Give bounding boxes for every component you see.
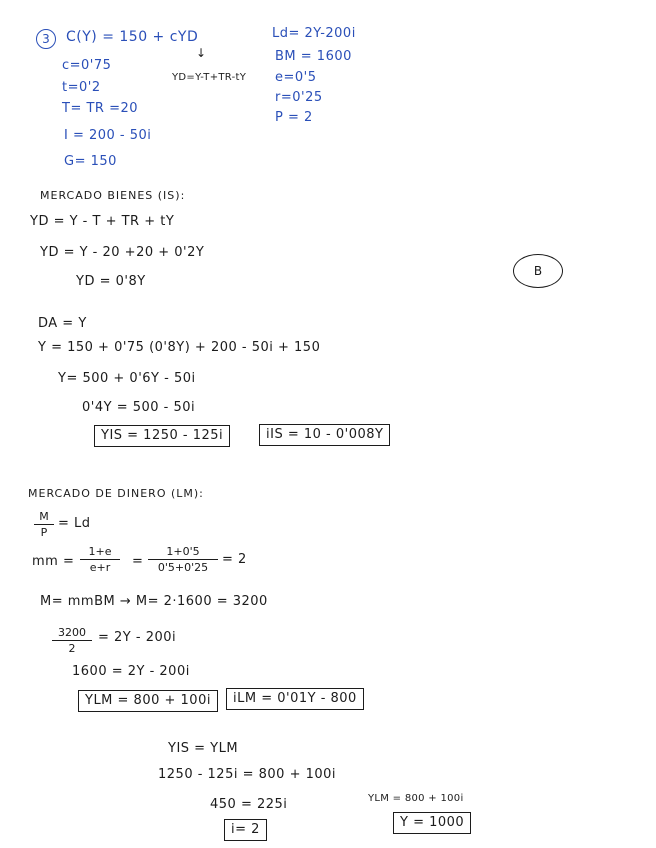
is-line-2: YD = Y - 20 +20 + 0'2Y	[40, 245, 205, 260]
mm-formula-numerator: 1+e	[88, 545, 112, 558]
is-result-box-i: iIS = 10 - 0'008Y	[259, 424, 390, 446]
is-section-title: MERCADO BIENES (IS):	[40, 189, 186, 202]
money-multiplier-values	[148, 545, 218, 574]
equilibrium-line-3: 450 = 225i	[210, 797, 288, 812]
param-t: t=0'2	[62, 80, 101, 95]
mm-result: = 2	[222, 552, 247, 567]
fraction-bar	[34, 524, 54, 525]
param-T-TR: T= TR =20	[62, 101, 139, 116]
equilibrium-right-line: YLM = 800 + 100i	[368, 793, 464, 804]
lm-fraction-3200	[52, 626, 92, 655]
param-price-level: P = 2	[275, 110, 313, 125]
lm-fraction-rhs: = 2Y - 200i	[98, 630, 177, 645]
money-ratio-rhs: = Ld	[58, 516, 91, 531]
disposable-income-definition: YD=Y-T+TR-tY	[172, 72, 247, 83]
param-money-demand: Ld= 2Y-200i	[272, 26, 356, 41]
mm-values-denominator: 0'5+0'25	[157, 561, 209, 574]
param-c: c=0'75	[62, 58, 112, 73]
money-ratio-fraction	[34, 510, 54, 539]
mm-equals: =	[132, 554, 144, 569]
money-ratio-numerator: M	[39, 510, 49, 523]
money-multiplier-lhs: mm =	[32, 554, 75, 569]
consumption-function: C(Y) = 150 + cYD	[66, 29, 199, 45]
fraction-bar	[52, 640, 92, 641]
lm-result-box-i: iLM = 0'01Y - 800	[226, 688, 364, 710]
is-line-5: Y = 150 + 0'75 (0'8Y) + 200 - 50i + 150	[38, 340, 321, 355]
side-label-circle	[513, 254, 563, 288]
mm-values-numerator: 1+0'5	[166, 545, 200, 558]
param-investment: I = 200 - 50i	[64, 128, 152, 143]
money-ratio-denominator: P	[40, 526, 48, 539]
equilibrium-line-1: YIS = YLM	[168, 741, 239, 756]
problem-number-circle	[36, 29, 56, 49]
lm-fraction-denominator: 2	[68, 642, 76, 655]
lm-result-box-y: YLM = 800 + 100i	[78, 690, 218, 712]
lm-section-title: MERCADO DE DINERO (LM):	[28, 487, 204, 500]
money-multiplier-formula	[80, 545, 120, 574]
param-r: r=0'25	[275, 90, 323, 105]
money-supply-line: M= mmBM → M= 2·1600 = 3200	[40, 594, 268, 609]
fraction-bar	[148, 559, 218, 560]
is-result-box-y: YIS = 1250 - 125i	[94, 425, 230, 447]
down-arrow-icon: ↓	[196, 46, 207, 60]
lm-fraction-numerator: 3200	[58, 626, 86, 639]
equilibrium-line-2: 1250 - 125i = 800 + 100i	[158, 767, 337, 782]
fraction-bar	[80, 559, 120, 560]
is-line-6: Y= 500 + 0'6Y - 50i	[58, 371, 196, 386]
equilibrium-interest-box: i= 2	[224, 819, 267, 841]
is-line-7: 0'4Y = 500 - 50i	[82, 400, 196, 415]
param-e: e=0'5	[275, 70, 317, 85]
problem-number: 3	[42, 32, 50, 46]
is-line-1: YD = Y - T + TR + tY	[30, 214, 175, 229]
equilibrium-income-box: Y = 1000	[393, 812, 471, 834]
lm-line-1600: 1600 = 2Y - 200i	[72, 664, 190, 679]
side-label: B	[533, 264, 543, 278]
is-line-3: YD = 0'8Y	[76, 274, 146, 289]
param-monetary-base: BM = 1600	[275, 49, 352, 64]
mm-formula-denominator: e+r	[89, 561, 111, 574]
param-government: G= 150	[64, 154, 117, 169]
is-line-4: DA = Y	[38, 316, 87, 331]
